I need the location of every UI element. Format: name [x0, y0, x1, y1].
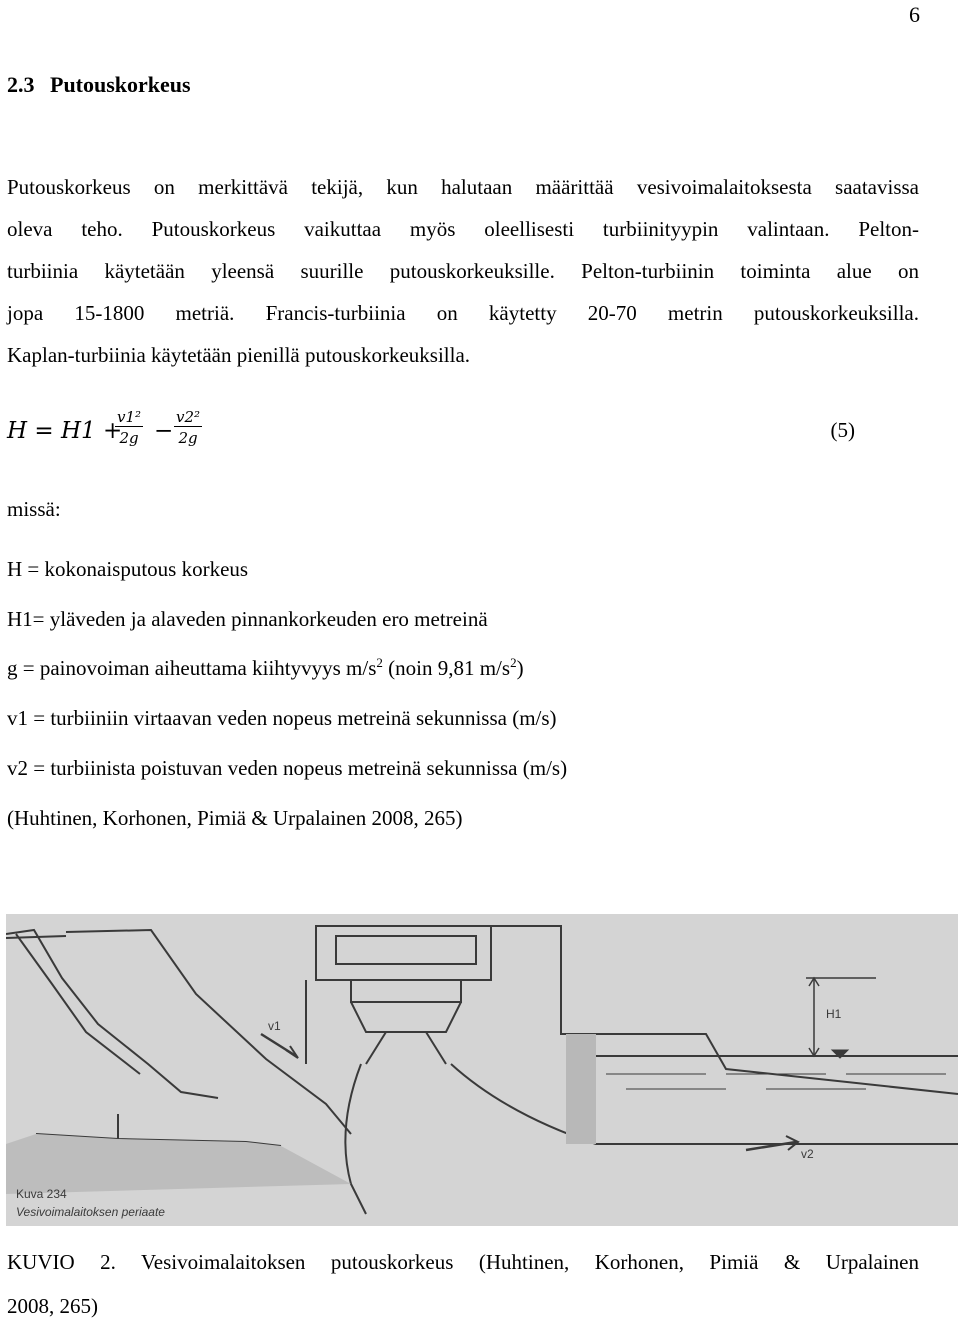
hydropower-diagram	[6, 914, 958, 1226]
section-heading	[7, 72, 191, 98]
definition-g-text: (noin 9,81 m/s	[382, 656, 511, 680]
dam-inner-line	[16, 934, 140, 1074]
draft-tube-right	[451, 1064, 958, 1144]
caption-line: 2008, 265)	[7, 1294, 98, 1318]
h1-label: H1	[826, 1007, 842, 1021]
turbine-casing	[351, 1002, 461, 1032]
dam-wall-line	[6, 930, 218, 1098]
equation-5	[7, 408, 927, 458]
concrete-block	[566, 1034, 596, 1144]
equation-fraction-2	[174, 408, 202, 447]
powerhouse-wall	[491, 926, 596, 1034]
generator-housing	[316, 926, 491, 980]
definition-g-text: g = painovoiman aiheuttama kiihtyvyys m/s	[7, 656, 377, 680]
page-number: 6	[909, 2, 920, 27]
paragraph-line: jopa 15-1800 metriä. Francis-turbiinia on käytetty 20-70 metrin putouskorkeuksilla.	[7, 301, 919, 325]
definition-v1: v1 = turbiiniin virtaavan veden nopeus metreinä sekunnissa (m/s)	[7, 706, 557, 730]
hydropower-plant-figure	[6, 914, 958, 1226]
definition-g-text: )	[516, 656, 524, 680]
paragraph-line: turbiinia käytetään yleensä suurille putouskorkeuksille. Pelton-turbiinin toiminta alue on	[7, 259, 919, 283]
fraction-numerator: v1²	[117, 408, 142, 426]
equation-minus: −	[154, 418, 174, 444]
draft-tube-left	[345, 1064, 366, 1214]
paragraph-line: Putouskorkeus on merkittävä tekijä, kun halutaan määrittää vesivoimalaitoksesta saatavissa	[7, 175, 919, 199]
definition-h1: H1= yläveden ja alaveden pinnankorkeuden ero metreinä	[7, 607, 488, 631]
section-title: Putouskorkeus	[50, 72, 191, 97]
equation-fraction-1	[115, 408, 143, 447]
section-number: 2.3	[7, 72, 35, 97]
v1-label: v1	[268, 1019, 281, 1033]
fraction-numerator: v2²	[176, 408, 201, 426]
fraction-denominator: 2g	[178, 429, 198, 447]
draft-tube-top	[366, 1032, 446, 1064]
figure-caption	[7, 1240, 919, 1328]
definition-v2: v2 = turbiinista poistuvan veden nopeus metreinä sekunnissa (m/s)	[7, 756, 568, 780]
equation-number: (5)	[830, 418, 855, 442]
body-paragraph	[7, 166, 919, 376]
fraction-denominator: 2g	[119, 429, 139, 447]
reference: (Huhtinen, Korhonen, Pimiä & Urpalainen 2008, 265)	[7, 806, 463, 830]
paragraph-line: oleva teho. Putouskorkeus vaikuttaa myös oleellisesti turbiinityypin valintaan. Pelton-	[7, 217, 919, 241]
downstream-apron	[596, 1034, 958, 1094]
upper-water-line	[6, 936, 66, 938]
generator-inner	[336, 936, 476, 964]
concrete-foundation	[6, 1134, 351, 1194]
equation-lhs: H = H1 +	[7, 418, 123, 444]
where-label: missä:	[7, 497, 61, 521]
superscript: 2	[376, 655, 383, 670]
superscript: 2	[510, 655, 517, 670]
v2-label: v2	[801, 1147, 814, 1161]
definition-g	[7, 656, 524, 681]
figure-number: Kuva 234	[16, 1187, 67, 1201]
caption-line: KUVIO 2. Vesivoimalaitoksen putouskorkeus (Huhtinen, Korhonen, Pimiä & Urpalainen	[7, 1250, 919, 1274]
turbine-deck	[351, 980, 461, 1002]
definition-h: H = kokonaisputous korkeus	[7, 557, 249, 581]
paragraph-line: Kaplan-turbiinia käytetään pienillä putouskorkeuksilla.	[7, 343, 471, 367]
figure-subtitle: Vesivoimalaitoksen periaate	[16, 1205, 165, 1219]
v1-arrowhead	[286, 1046, 298, 1058]
